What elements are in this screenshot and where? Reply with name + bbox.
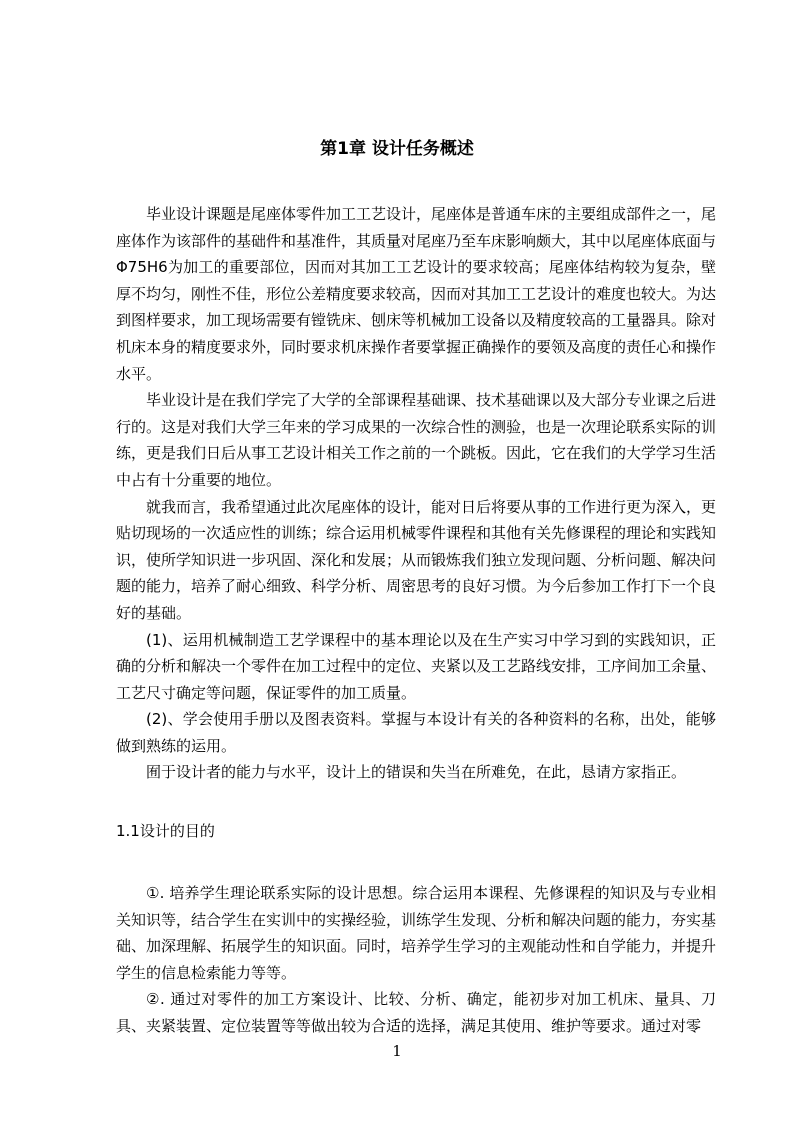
paragraph: 就我而言，我希望通过此次尾座体的设计，能对日后将要从事的工作进行更为深入，更贴切现场的一次适应性的训练；综合运用机械零件课程和其他有关先修课程的理论和实践知识，使所学知识进一步巩固、深化和发展；从而锻炼我们独立发现问题、分析问题、解决问题的能力，培养了耐心细致、科学分析、周密思考的良好习惯。为今后参加工作打下一个良好的基础。 xyxy=(116,497,717,622)
intro-text xyxy=(116,201,716,786)
paragraph: ①. 培养学生理论联系实际的设计思想。综合运用本课程、先修课程的知识及与专业相关知识等，结合学生在实训中的实操经验，训练学生发现、分析和解决问题的能力，夯实基础、加深理解、拓展学生的知识面。同时，培养学生学习的主观能动性和自学能力，并提升学生的信息检索能力等等。 xyxy=(116,884,717,982)
paragraph: 囿于设计者的能力与水平，设计上的错误和失当在所难免，在此，恳请方家指正。 xyxy=(146,763,687,782)
section-heading: 1.1设计的目的 xyxy=(116,822,215,840)
section-text xyxy=(116,880,716,1040)
paragraph: ②. 通过对零件的加工方案设计、比较、分析、确定，能初步对加工机床、量具、刀具、夹紧装置、定位装置等等做出较为合适的选择，满足其使用、维护等要求。通过对零 xyxy=(116,990,716,1035)
paragraph: 毕业设计是在我们学完了大学的全部课程基础课、技术基础课以及大部分专业课之后进行的。这是对我们大学三年来的学习成果的一次综合性的测验，也是一次理论联系实际的训练，更是我们日后从事工艺设计相关工作之前的一个跳板。因此，它在我们的大学学习生活中占有十分重要的地位。 xyxy=(116,391,717,489)
chapter-title: 第1章 设计任务概述 xyxy=(320,139,474,159)
paragraph: 毕业设计课题是尾座体零件加工工艺设计，尾座体是普通车床的主要组成部件之一，尾座体作为该部件的基础件和基准件，其质量对尾座乃至车床影响颇大，其中以尾座体底面与Φ75H6为加工的重要部位，因而对其加工工艺设计的要求较高；尾座体结构较为复杂，壁厚不均匀，刚性不佳，形位公差精度要求较高，因而对其加工工艺设计的难度也较大。为达到图样要求，加工现场需要有镗铣床、刨床等机械加工设备以及精度较高的工量器具。除对机床本身的精度要求外，同时要求机床操作者要掌握正确操作的要领及高度的责任心和操作水平。 xyxy=(116,205,717,383)
paragraph: (2)、学会使用手册以及图表资料。掌握与本设计有关的各种资料的名称，出处，能够做到熟练的运用。 xyxy=(116,710,716,755)
page-number: 1 xyxy=(392,1042,402,1060)
paragraph: (1)、运用机械制造工艺学课程中的基本理论以及在生产实习中学习到的实践知识，正确的分析和解决一个零件在加工过程中的定位、夹紧以及工艺路线安排，工序间加工余量、工艺尺寸确定等问题，保证零件的加工质量。 xyxy=(116,630,717,702)
